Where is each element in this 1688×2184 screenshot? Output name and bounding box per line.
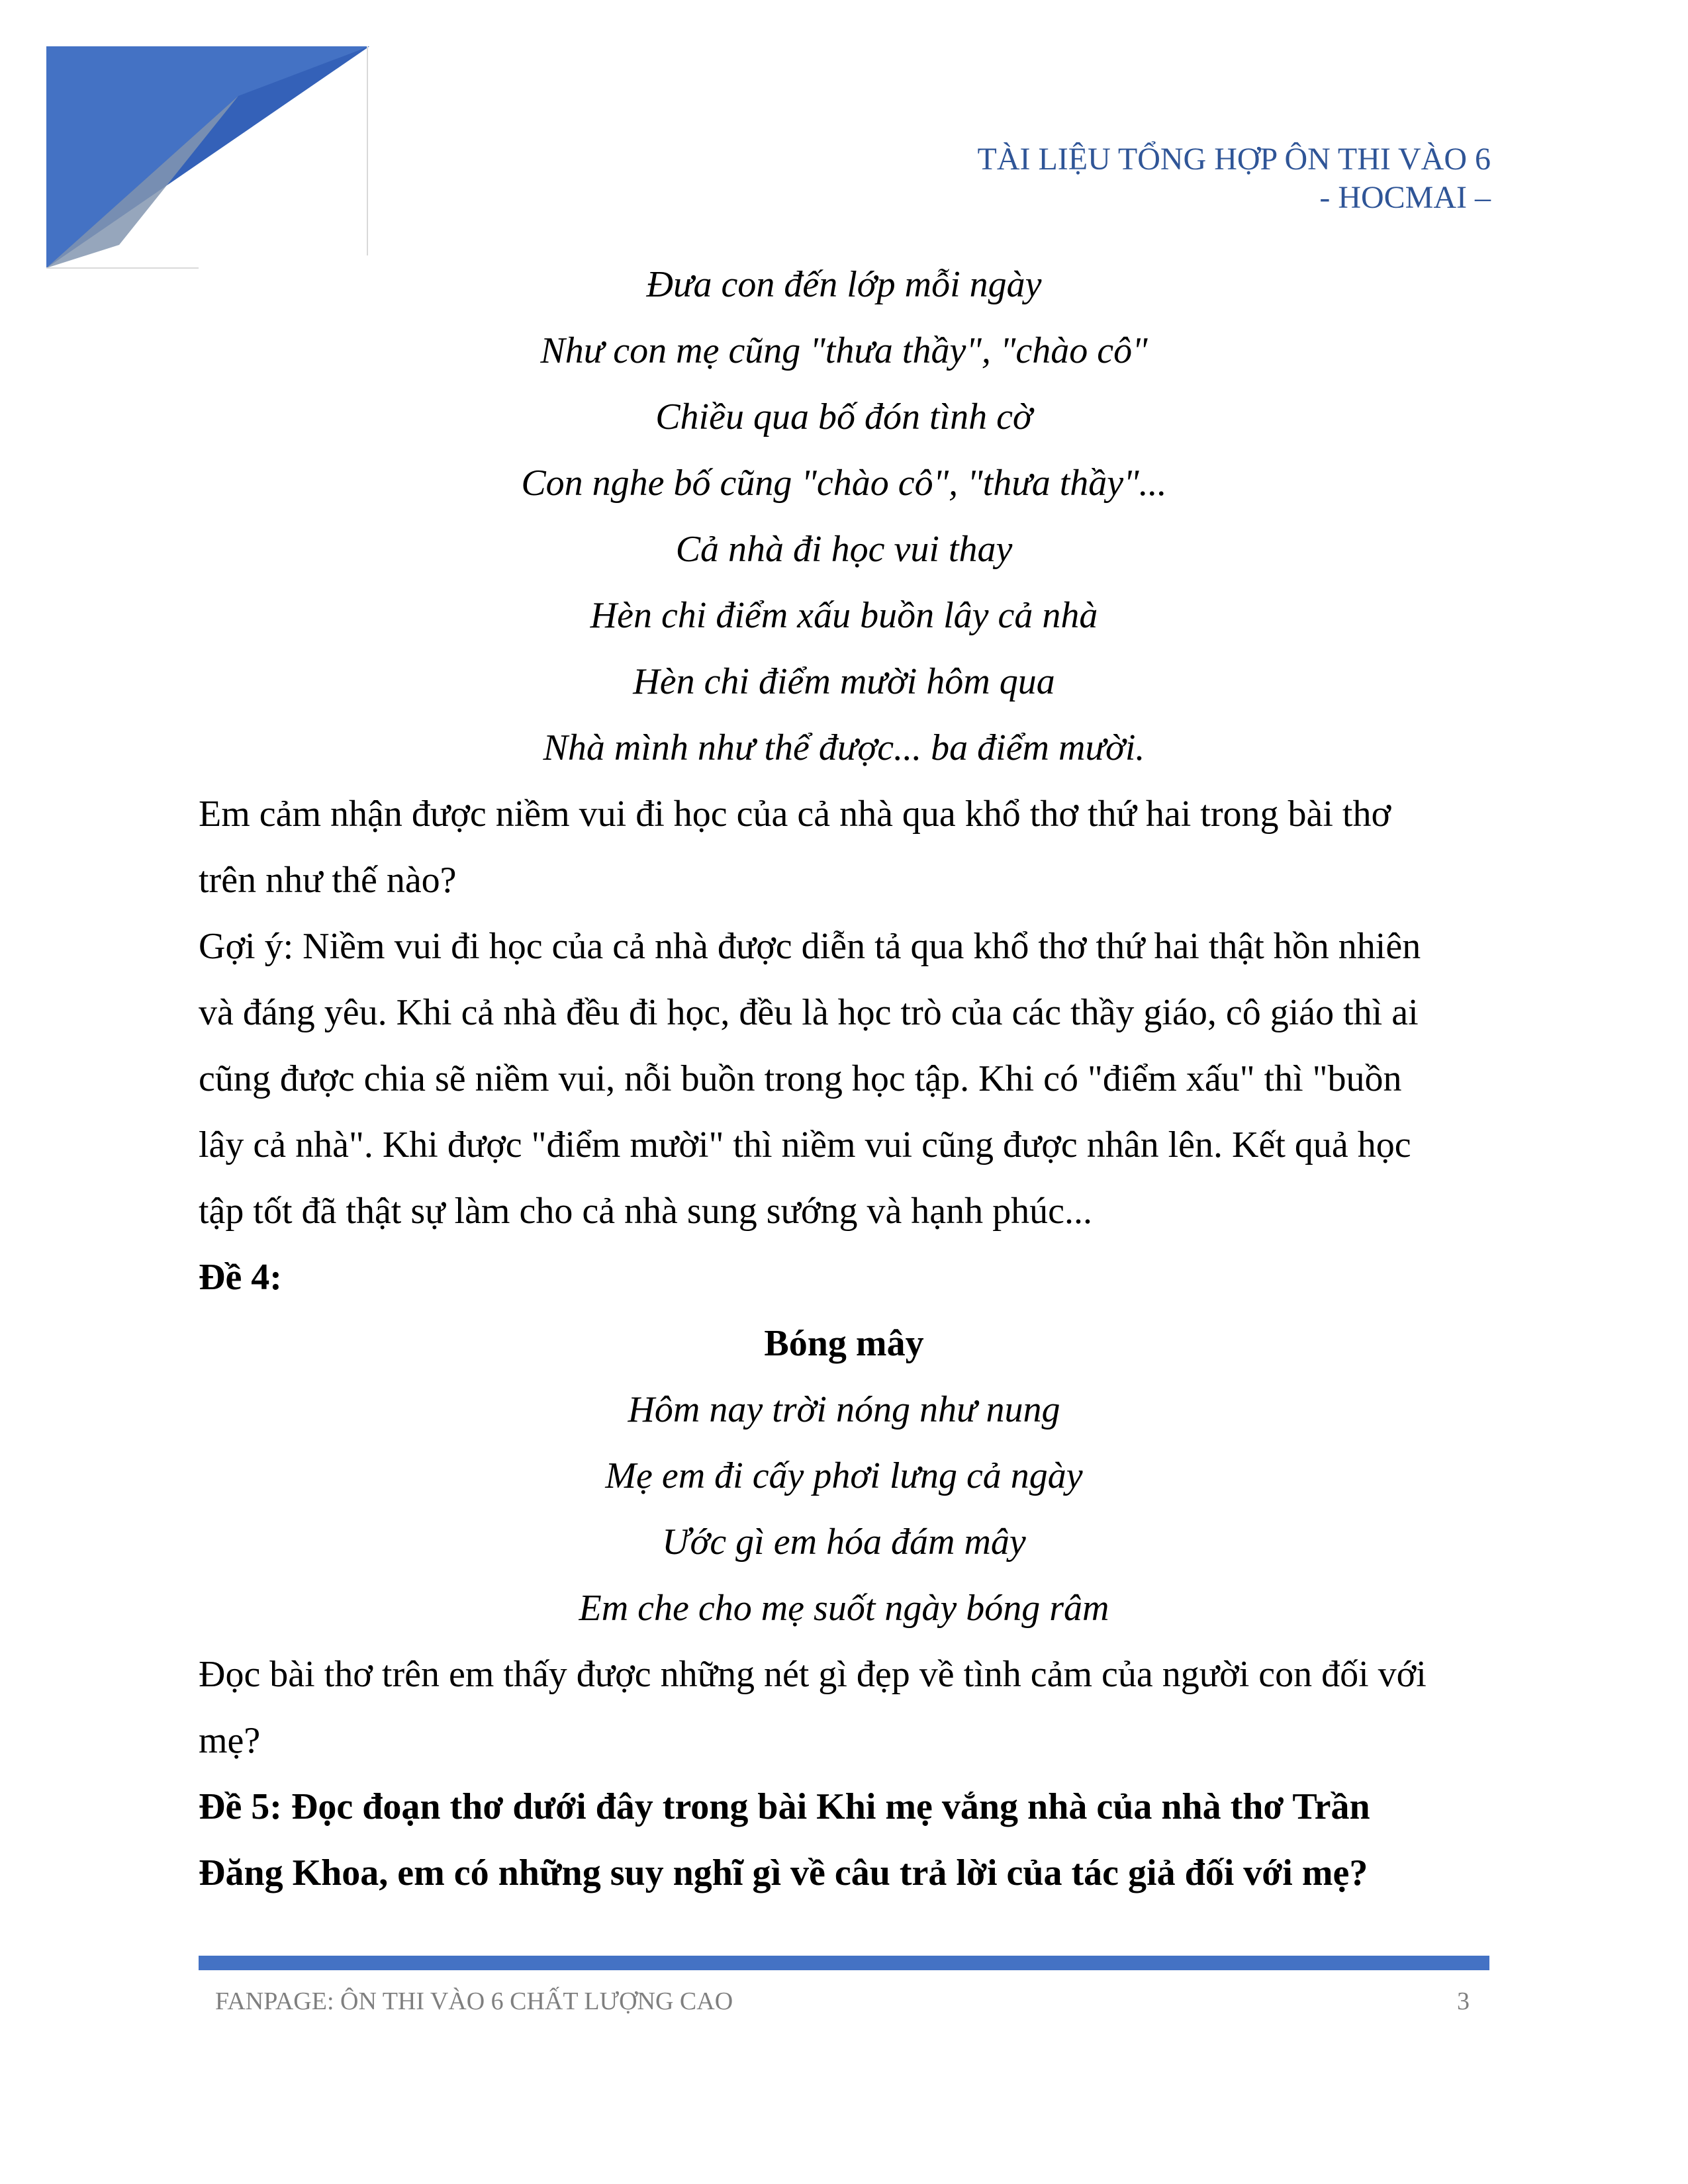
document-body bbox=[199, 251, 1489, 1906]
poem-line: Đưa con đến lớp mỗi ngày bbox=[646, 264, 1042, 305]
header-subtitle: - HOCMAI – bbox=[1319, 180, 1491, 215]
poem-title: Bóng mây bbox=[764, 1323, 924, 1364]
section-heading-de5: Đề 5: Đọc đoạn thơ dưới đây trong bài Khi mẹ vắng nhà của nhà thơ Trần bbox=[199, 1786, 1370, 1827]
question-text: mẹ? bbox=[199, 1720, 261, 1761]
section-heading-de5: Đăng Khoa, em có những suy nghĩ gì về câu trả lời của tác giả đối với mẹ? bbox=[199, 1852, 1368, 1893]
question-text: trên như thế nào? bbox=[199, 860, 457, 901]
poem-line: Mẹ em đi cấy phơi lưng cả ngày bbox=[605, 1455, 1083, 1496]
poem-line: Hôm nay trời nóng như nung bbox=[628, 1389, 1060, 1430]
question-text: Em cảm nhận được niềm vui đi học của cả nhà qua khổ thơ thứ hai trong bài thơ bbox=[199, 794, 1391, 835]
poem-line: Ước gì em hóa đám mây bbox=[662, 1522, 1026, 1563]
poem-line: Hèn chi điểm mười hôm qua bbox=[633, 661, 1055, 702]
section-heading-de4: Đề 4: bbox=[199, 1257, 282, 1298]
footer-fanpage: FANPAGE: ÔN THI VÀO 6 CHẤT LƯỢNG CAO bbox=[215, 1987, 733, 2015]
poem-line: Chiều qua bố đón tình cờ bbox=[655, 396, 1033, 437]
poem-line: Như con mẹ cũng "thưa thầy", "chào cô" bbox=[540, 330, 1148, 371]
page-number: 3 bbox=[1457, 1987, 1470, 2015]
hint-text: tập tốt đã thật sự làm cho cả nhà sung sướng và hạnh phúc... bbox=[199, 1191, 1093, 1232]
footer-divider bbox=[199, 1956, 1489, 1970]
corner-decoration bbox=[46, 46, 377, 275]
poem-line: Nhà mình như thể được... ba điểm mười. bbox=[543, 727, 1145, 768]
hint-text: và đáng yêu. Khi cả nhà đều đi học, đều là học trò của các thầy giáo, cô giáo thì ai bbox=[199, 992, 1419, 1033]
header-title: TÀI LIỆU TỔNG HỢP ÔN THI VÀO 6 bbox=[977, 142, 1491, 177]
poem-line: Em che cho mẹ suốt ngày bóng râm bbox=[579, 1588, 1109, 1629]
hint-text: lây cả nhà". Khi được "điểm mười" thì niềm vui cũng được nhân lên. Kết quả học bbox=[199, 1124, 1411, 1165]
question-text: Đọc bài thơ trên em thấy được những nét gì đẹp về tình cảm của người con đối với bbox=[199, 1654, 1427, 1695]
hint-text: Gợi ý: Niềm vui đi học của cả nhà được diễn tả qua khổ thơ thứ hai thật hồn nhiên bbox=[199, 926, 1421, 967]
poem-line: Hèn chi điểm xấu buồn lây cả nhà bbox=[590, 595, 1098, 636]
hint-text: cũng được chia sẽ niềm vui, nỗi buồn trong học tập. Khi có "điểm xấu" thì "buồn bbox=[199, 1058, 1402, 1099]
poem-line: Con nghe bố cũng "chào cô", "thưa thầy"... bbox=[521, 463, 1167, 504]
page-header bbox=[978, 140, 1491, 217]
poem-line: Cả nhà đi học vui thay bbox=[675, 529, 1013, 570]
